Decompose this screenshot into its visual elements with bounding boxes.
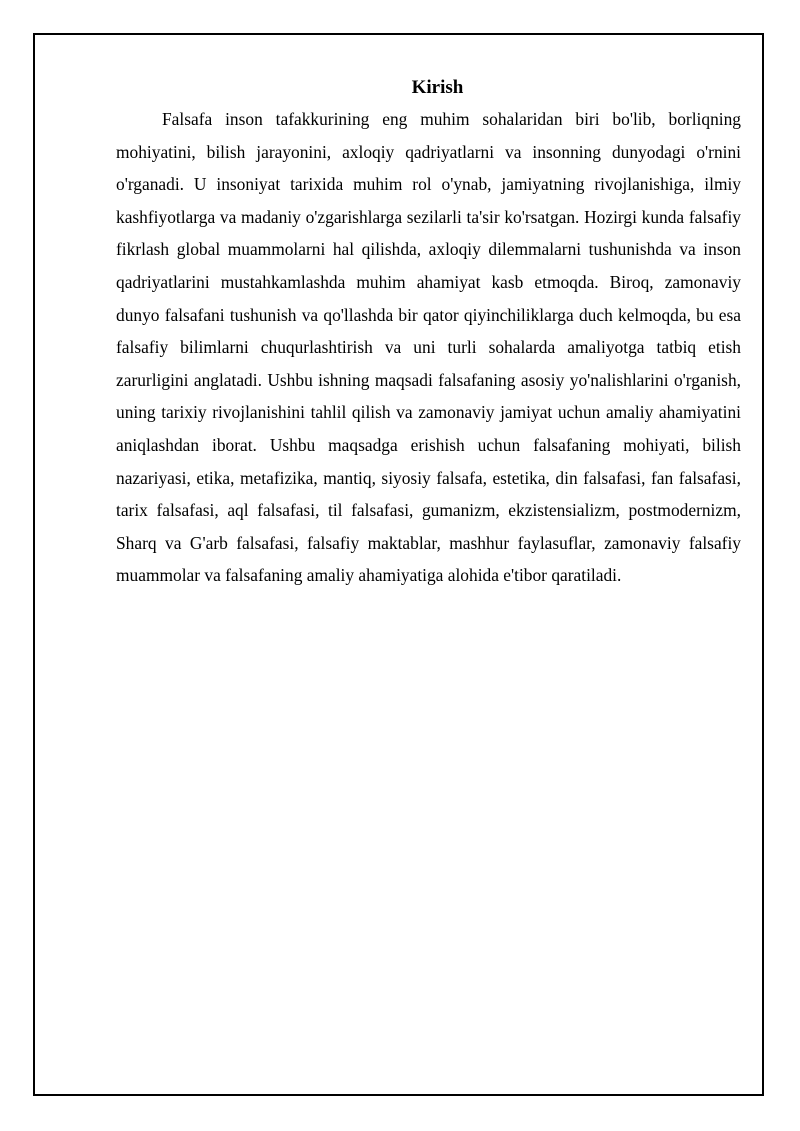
document-body — [116, 75, 741, 592]
introduction-paragraph: Falsafa inson tafakkurining eng muhim sohalaridan biri bo'lib, borliqning mohiyatini, bilish jarayonini, axloqiy qadriyatlarni va insonning dunyodagi o'rnini o'rganadi. U insoniyat tarixida muhim rol o'ynab, jamiyatning rivojlanishiga, ilmiy kashfiyotlarga va madaniy o'zgarishlarga sezilarli ta'sir ko'rsatgan. Hozirgi kunda falsafiy fikrlash global muammolarni hal qilishda, axloqiy dilemmalarni tushunishda va inson qadriyatlarini mustahkamlashda muhim ahamiyat kasb etmoqda. Biroq, zamonaviy dunyo falsafani tushunish va qo'llashda bir qator qiyinchiliklarga duch kelmoqda, bu esa falsafiy bilimlarni chuqurlashtirish va uni turli sohalarda amaliyotga tatbiq etish zarurligini anglatadi. Ushbu ishning maqsadi falsafaning asosiy yo'nalishlarini o'rganish, uning tarixiy rivojlanishini tahlil qilish va zamonaviy jamiyat uchun amaliy ahamiyatini aniqlashdan iborat. Ushbu maqsadga erishish uchun falsafaning mohiyati, bilish nazariyasi, etika, metafizika, mantiq, siyosiy falsafa, estetika, din falsafasi, fan falsafasi, tarix falsafasi, aql falsafasi, til falsafasi, gumanizm, ekzistensializm, postmodernizm, Sharq va G'arb falsafasi, falsafiy maktablar, mashhur faylasuflar, zamonaviy falsafiy muammolar va falsafaning amaliy ahamiyatiga alohida e'tibor qaratiladi. — [116, 109, 741, 586]
document-title: Kirish — [411, 77, 464, 98]
